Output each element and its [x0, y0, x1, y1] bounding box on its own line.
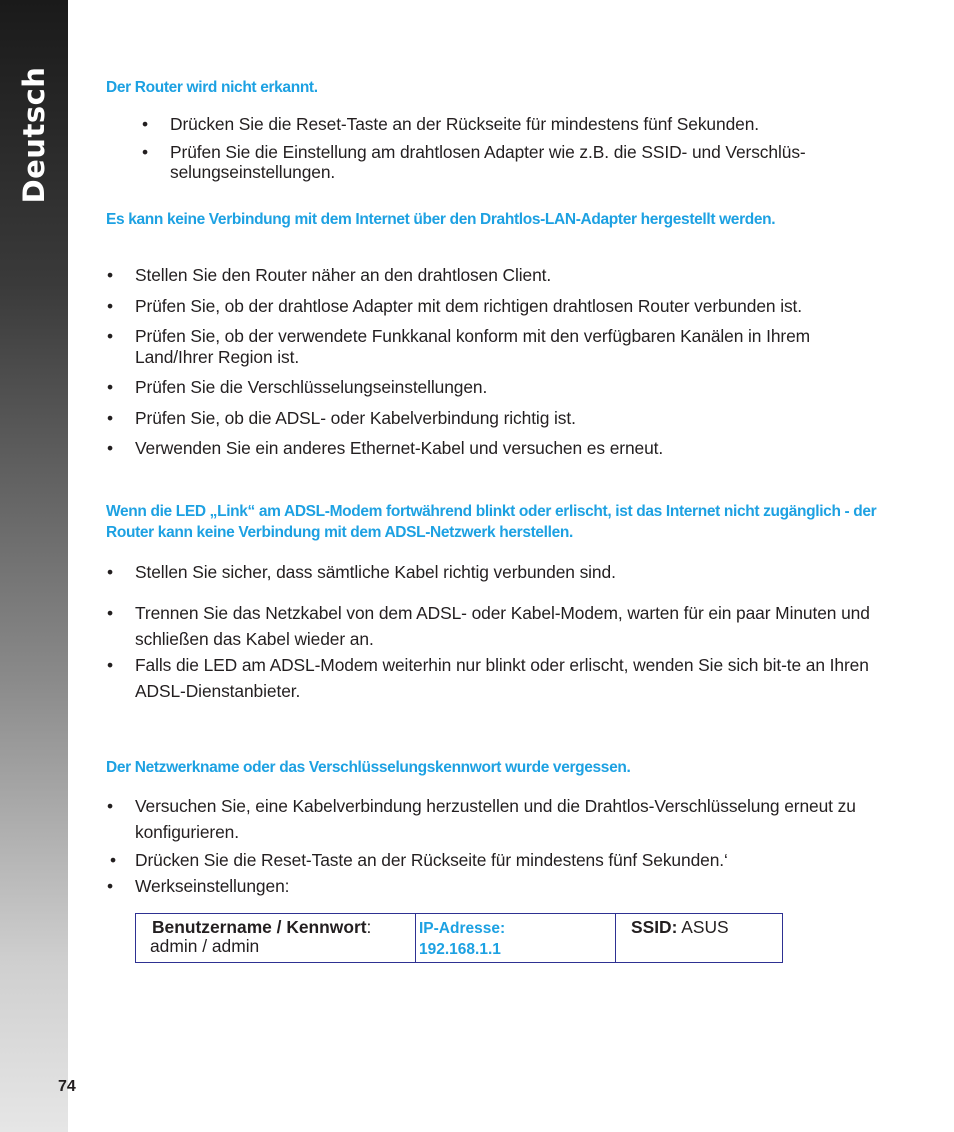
- bullet: •: [107, 602, 113, 623]
- bullet: •: [142, 114, 148, 134]
- section-list-adsl-link-led: [107, 562, 880, 704]
- list-item: • Prüfen Sie, ob die ADSL- oder Kabelverbindung richtig ist.: [107, 407, 576, 428]
- credentials-value: admin / admin: [150, 936, 260, 956]
- bullet: •: [107, 295, 113, 316]
- bullet: •: [110, 850, 116, 870]
- ip-address-value: 192.168.1.1: [419, 941, 501, 958]
- list-item: • Prüfen Sie die Verschlüsselungseinstellungen.: [107, 377, 488, 397]
- bullet: •: [107, 407, 113, 428]
- bullet: •: [107, 654, 113, 675]
- list-item: • Falls die LED am ADSL-Modem weiterhin nur blinkt oder erlischt, wenden Sie sich bit-te an Ihren ADSL-Dienstanbieter.: [135, 652, 880, 704]
- section-heading-router-not-detected: Der Router wird nicht erkannt.: [106, 79, 318, 96]
- bullet: •: [107, 796, 113, 816]
- bullet: •: [107, 377, 113, 397]
- page-number: 74: [58, 1078, 76, 1095]
- language-side-tab: [0, 0, 68, 1132]
- list-item: • Drücken Sie die Reset-Taste an der Rückseite für mindestens fünf Sekunden.: [142, 114, 760, 134]
- ip-address-cell: [416, 914, 616, 962]
- section-list-forgot-credentials: [107, 793, 880, 897]
- ssid-cell: [616, 914, 782, 962]
- list-item: • Trennen Sie das Netzkabel von dem ADSL- oder Kabel-Modem, warten für ein paar Minuten und schließen das Kabel wieder an.: [135, 600, 880, 652]
- list-item: • Prüfen Sie die Einstellung am drahtlosen Adapter wie z.B. die SSID- und Verschlüs-selungseinstellungen.: [142, 141, 806, 182]
- credentials-cell: [136, 914, 416, 962]
- list-item: • Versuchen Sie, eine Kabelverbindung herzustellen und die Drahtlos-Verschlüsselung erneut zu konfigurieren.: [135, 793, 880, 845]
- bullet: •: [107, 326, 113, 346]
- language-label: Deutsch: [17, 66, 51, 204]
- list-item: • Drücken Sie die Reset-Taste an der Rückseite für mindestens fünf Sekunden.‘: [110, 850, 728, 870]
- section-list-no-internet-wlan: [107, 265, 880, 459]
- ssid-label: SSID:: [631, 917, 678, 937]
- ssid-value: ASUS: [681, 917, 729, 937]
- list-item: • Verwenden Sie ein anderes Ethernet-Kabel und versuchen es erneut.: [107, 438, 664, 458]
- list-item: • Stellen Sie den Router näher an den drahtlosen Client.: [107, 265, 552, 285]
- bullet: •: [107, 438, 113, 458]
- bullet: •: [107, 265, 113, 285]
- bullet: •: [107, 876, 113, 896]
- list-item: • Prüfen Sie, ob der drahtlose Adapter mit dem richtigen drahtlosen Router verbunden ist.: [107, 295, 803, 316]
- list-item: • Prüfen Sie, ob der verwendete Funkkanal konform mit den verfügbaren Kanälen in Ihrem Land/Ihrer Region ist.: [107, 326, 811, 367]
- section-list-router-not-detected: [142, 114, 880, 183]
- credentials-label: Benutzername / Kennwort: [152, 917, 367, 937]
- ip-address-label: IP-Adresse:: [419, 920, 506, 937]
- section-heading-forgot-credentials: Der Netzwerkname oder das Verschlüsselungskennwort wurde vergessen.: [106, 759, 631, 776]
- bullet: •: [142, 141, 148, 162]
- section-heading-adsl-link-led: Wenn die LED „Link“ am ADSL-Modem fortwährend blinkt oder erlischt, ist das Internet nicht zugänglich - der Router kann keine Verbindung mit dem ADSL-Netzwerk herstellen.: [106, 503, 877, 541]
- list-item: • Werkseinstellungen:: [107, 876, 290, 896]
- list-item: • Stellen Sie sicher, dass sämtliche Kabel richtig verbunden sind.: [107, 562, 616, 582]
- section-heading-no-internet-wlan: Es kann keine Verbindung mit dem Internet über den Drahtlos-LAN-Adapter hergestellt werden.: [106, 211, 776, 228]
- factory-defaults-table: [135, 913, 783, 963]
- credentials-colon: :: [366, 917, 372, 937]
- bullet: •: [107, 562, 113, 582]
